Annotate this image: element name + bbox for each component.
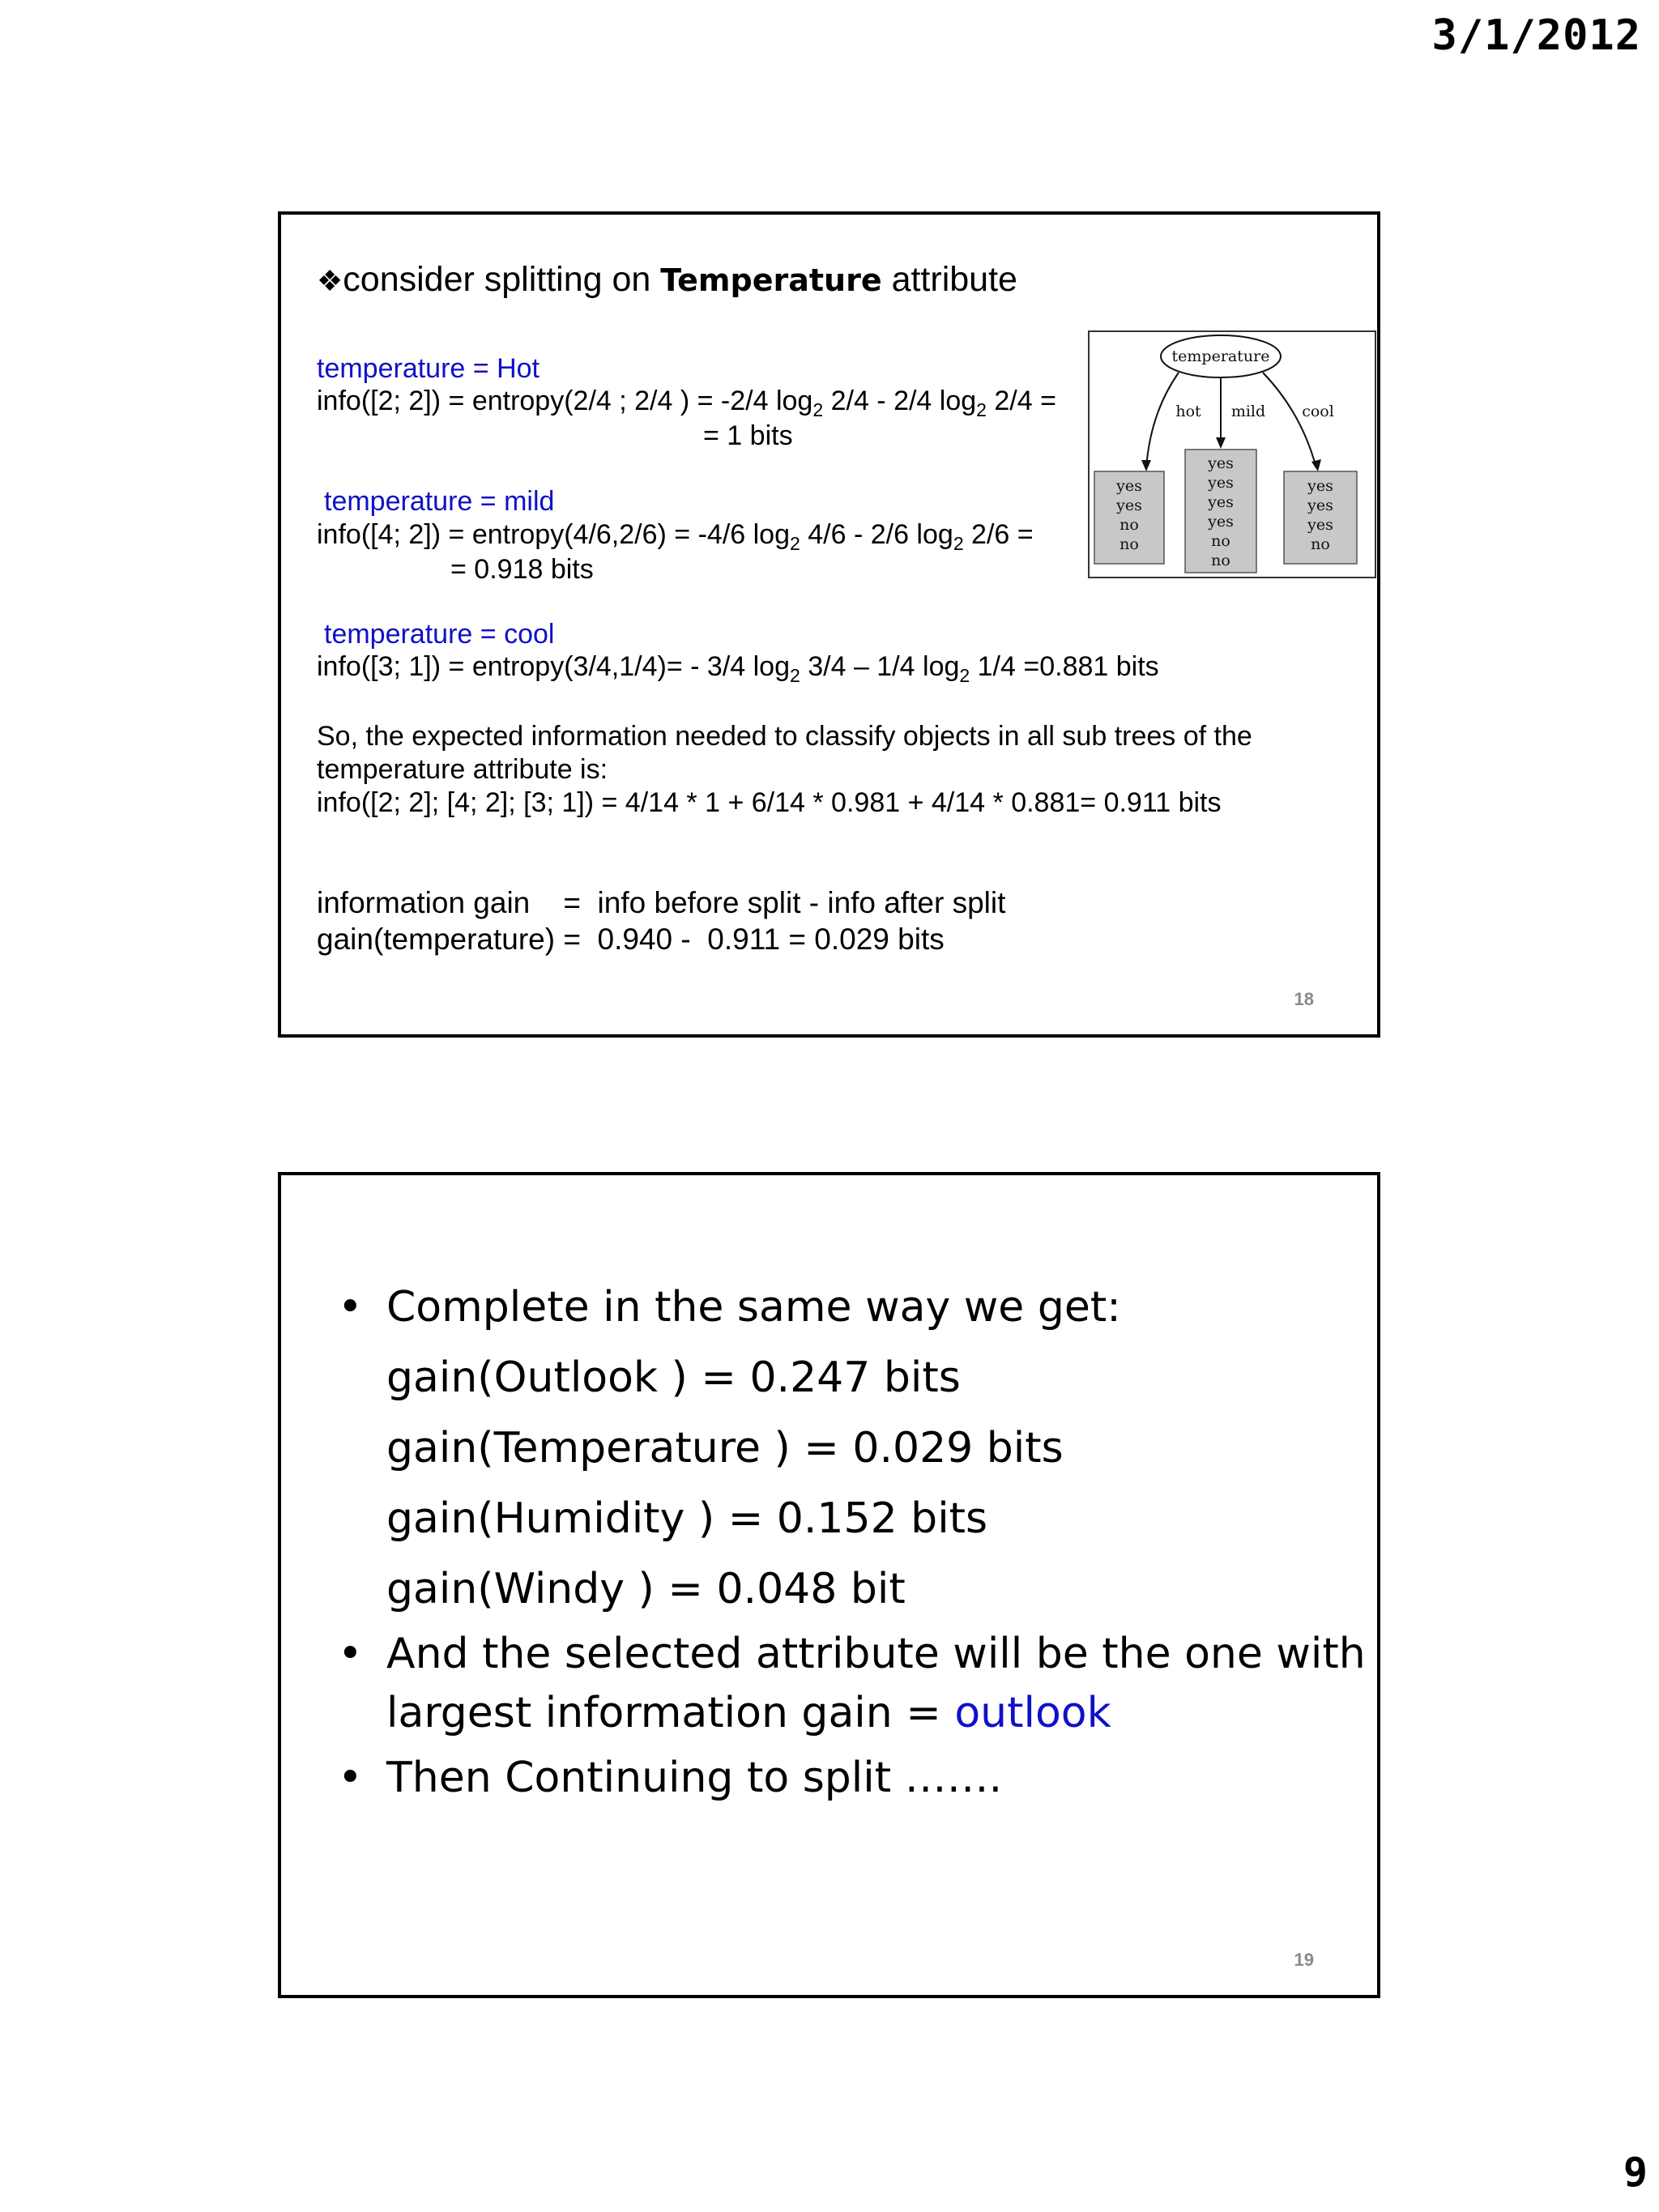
slide-18-number: 18 (1294, 989, 1314, 1009)
leaf-class-label: no (1211, 532, 1230, 550)
expected-line-2: temperature attribute is: (317, 754, 608, 785)
leaf-class-label: yes (1307, 516, 1333, 534)
log-base: 2 (790, 665, 800, 686)
hot-formula-a: info([2; 2]) = entropy(2/4 ; 2/4 ) = -2/4 log (317, 386, 813, 416)
slide-18 (278, 211, 1380, 1038)
bullet-text: Complete in the same way we get: (386, 1283, 1121, 1332)
mild-formula-a: info([4; 2]) = entropy(4/6,2/6) = -4/6 log (317, 519, 790, 550)
bullet-text: And the selected attribute will be the one with (386, 1630, 1366, 1678)
bullet-dot-icon: • (338, 1630, 363, 1678)
branch-cool-arrow (1311, 459, 1321, 471)
gain-humidity-line: gain(Humidity ) = 0.152 bits (386, 1494, 988, 1543)
gain-definition: information gain = info before split - info after split (317, 886, 1006, 919)
expected-line-1: So, the expected information needed to classify objects in all sub trees of the (317, 721, 1252, 752)
branch-hot-label: hot (1175, 403, 1201, 420)
leaf-class-label: yes (1307, 477, 1333, 495)
heading-bold: Temperature (660, 262, 882, 298)
log-base: 2 (976, 399, 987, 420)
gain-temperature-line: gain(Temperature ) = 0.029 bits (386, 1424, 1064, 1473)
page-number: 9 (1623, 2149, 1648, 2196)
gain-outlook-line: gain(Outlook ) = 0.247 bits (386, 1353, 961, 1402)
bullet-item-selected (338, 1625, 1366, 1684)
bullet-dot-icon: • (338, 1754, 363, 1802)
mild-formula-c: 2/6 = (963, 519, 1034, 550)
bullet-list (338, 1272, 1366, 1813)
leaf-class-label: yes (1208, 454, 1234, 472)
leaf-class-label: no (1311, 535, 1330, 553)
cool-formula (317, 650, 1159, 686)
highlight-outlook: outlook (954, 1689, 1111, 1737)
bullet-text: largest information gain = (386, 1689, 955, 1737)
log-base: 2 (790, 533, 800, 554)
branch-cool-label: cool (1302, 403, 1334, 420)
branch-mild-label: mild (1230, 403, 1266, 420)
log-base: 2 (812, 399, 824, 420)
cool-formula-b: 3/4 – 1/4 log (800, 651, 960, 682)
mild-formula-b: 4/6 - 2/6 log (800, 519, 953, 550)
leaf-class-label: yes (1307, 497, 1333, 514)
hot-formula (317, 385, 1056, 420)
cool-formula-a: info([3; 1]) = entropy(3/4,1/4)= - 3/4 log (317, 651, 790, 682)
leaf-class-label: no (1120, 516, 1139, 534)
cool-formula-c: 1/4 =0.881 bits (970, 651, 1159, 682)
slide-19-number: 19 (1294, 1950, 1314, 1970)
heading-prefix: consider splitting on (343, 260, 661, 299)
leaf-class-label: yes (1208, 493, 1234, 511)
mild-label: temperature = mild (324, 486, 555, 517)
mild-result: = 0.918 bits (450, 554, 594, 585)
slide-19 (278, 1172, 1380, 1998)
expected-line-3: info([2; 2]; [4; 2]; [3; 1]) = 4/14 * 1 + 6/14 * 0.981 + 4/14 * 0.881= 0.911 bits (317, 787, 1222, 818)
diamond-bullet-icon: ❖ (317, 264, 343, 297)
leaf-class-label: yes (1208, 474, 1234, 492)
leaf-class-label: yes (1116, 477, 1142, 495)
hot-label: temperature = Hot (317, 353, 539, 384)
log-base: 2 (953, 533, 964, 554)
temperature-tree-diagram (1088, 330, 1376, 578)
slide-18-heading (317, 260, 1017, 299)
branch-hot-arrow (1141, 460, 1151, 471)
page-date: 3/1/2012 (1431, 11, 1641, 60)
tree-root-label: temperature (1171, 347, 1270, 365)
hot-formula-b: 2/4 - 2/4 log (823, 386, 977, 416)
gain-temperature: gain(temperature) = 0.940 - 0.911 = 0.029 bits (317, 923, 945, 956)
hot-result: = 1 bits (703, 420, 793, 451)
branch-mild-arrow (1216, 437, 1226, 449)
bullet-item-continue (338, 1743, 1366, 1813)
cool-label: temperature = cool (324, 619, 555, 650)
branch-hot-line (1146, 373, 1179, 468)
branch-cool-line (1263, 373, 1316, 468)
leaf-class-label: yes (1116, 497, 1142, 514)
hot-formula-c: 2/4 = (986, 386, 1056, 416)
bullet-selected-continuation (338, 1684, 1366, 1743)
bullet-dot-icon: • (338, 1283, 363, 1332)
mild-formula (317, 518, 1034, 554)
bullet-text: Then Continuing to split ……. (386, 1754, 1003, 1802)
bullet-item-complete (338, 1272, 1366, 1343)
gain-windy-line: gain(Windy ) = 0.048 bit (386, 1565, 906, 1613)
leaf-class-label: no (1211, 552, 1230, 569)
log-base: 2 (959, 665, 970, 686)
heading-suffix: attribute (881, 260, 1017, 299)
leaf-class-label: yes (1208, 513, 1234, 531)
leaf-class-label: no (1120, 535, 1139, 553)
